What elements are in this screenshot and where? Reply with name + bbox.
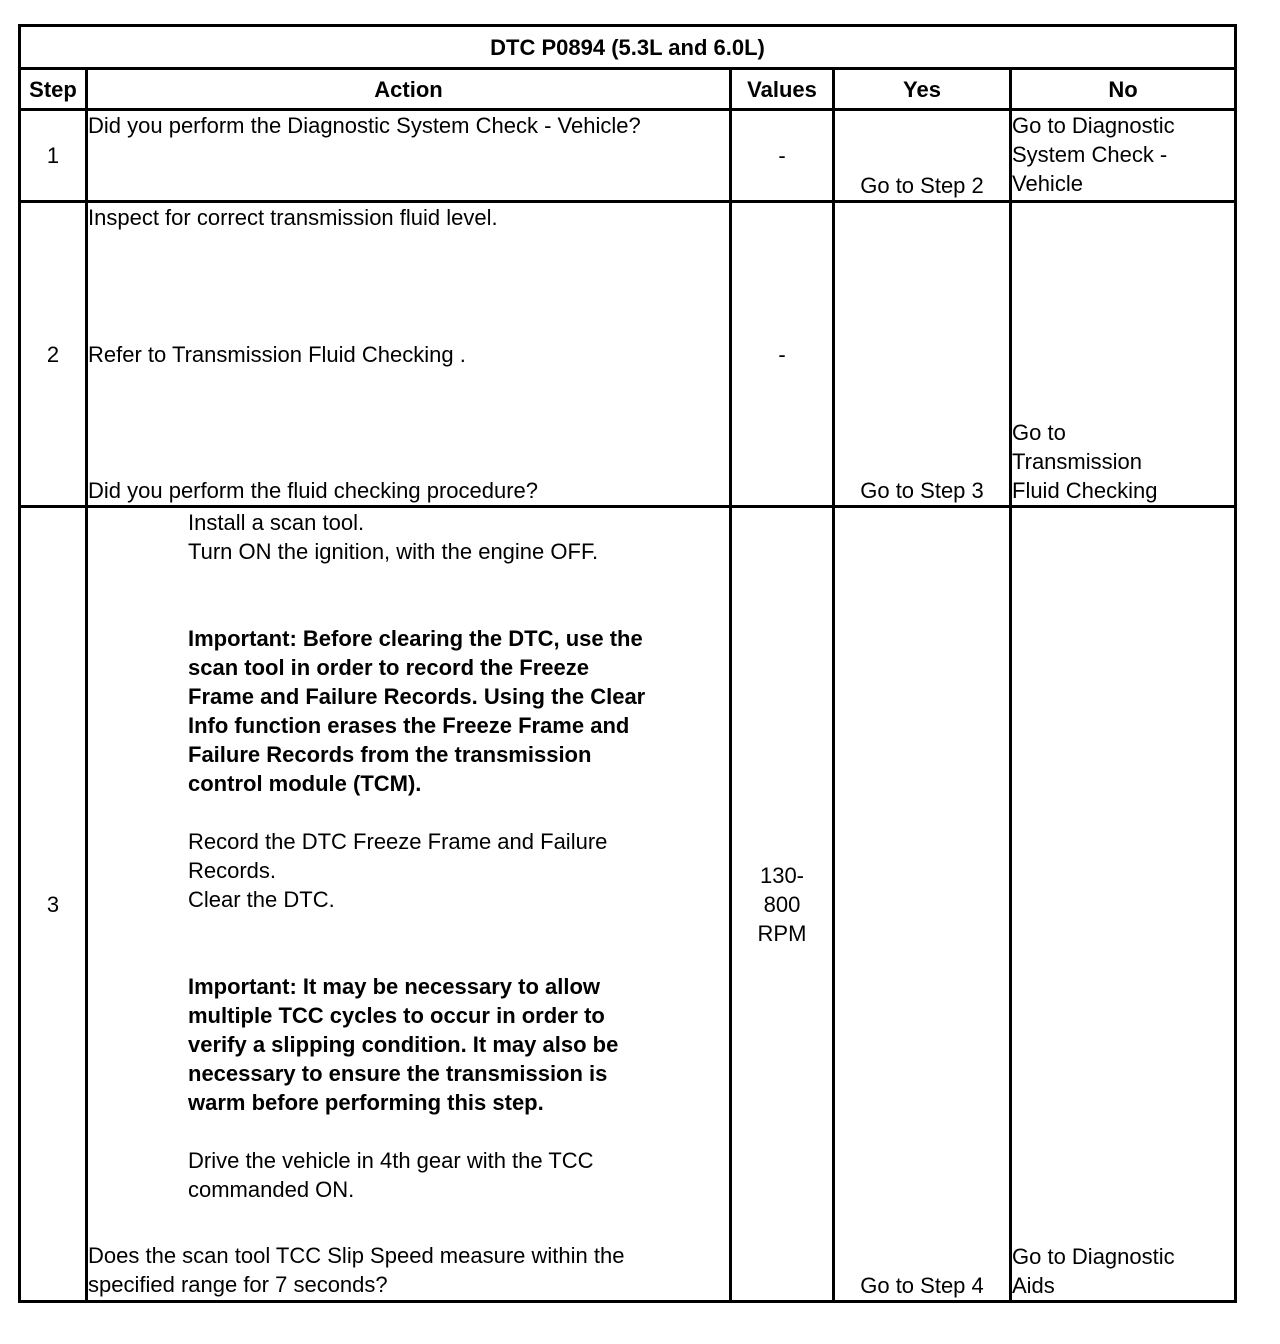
header-no: No: [1011, 69, 1236, 110]
value-text: 800: [763, 891, 801, 917]
value-text: 130-: [759, 862, 805, 888]
no-text: Fluid Checking: [1012, 478, 1158, 503]
header-row: [20, 69, 1236, 110]
values-cell: [731, 507, 834, 1302]
values-cell: -: [731, 202, 834, 507]
no-text: Go to: [1012, 420, 1066, 445]
action-text: Refer to Transmission Fluid Checking .: [88, 341, 466, 367]
action-text: Inspect for correct transmission fluid level.: [88, 205, 498, 230]
table-title: DTC P0894 (5.3L and 6.0L): [20, 26, 1236, 69]
header-action: Action: [87, 69, 731, 110]
no-cell: [1011, 110, 1236, 202]
no-text: System Check -: [1012, 142, 1168, 167]
important-note: necessary to ensure the transmission is: [188, 1061, 608, 1086]
step-number: 3: [20, 507, 87, 1302]
action-text: Did you perform the Diagnostic System Check - Vehicle?: [88, 113, 641, 138]
action-step: Records.: [188, 858, 277, 883]
step-number: 1: [20, 110, 87, 202]
action-cell: [87, 507, 731, 1302]
action-step: Clear the DTC.: [188, 887, 335, 912]
action-step: Drive the vehicle in 4th gear with the TCC: [188, 1148, 594, 1173]
yes-cell: Go to Step 3: [834, 202, 1011, 507]
header-values: Values: [731, 69, 834, 110]
dtc-table: [18, 24, 1237, 1303]
step-number: 2: [20, 202, 87, 507]
important-note: Important: Before clearing the DTC, use the: [188, 626, 643, 651]
yes-cell: Go to Step 4: [834, 507, 1011, 1302]
no-cell: [1011, 202, 1236, 507]
value-text: RPM: [757, 920, 807, 946]
header-step: Step: [20, 69, 87, 110]
no-text: Vehicle: [1012, 171, 1083, 196]
values-cell: -: [731, 110, 834, 202]
action-question: Does the scan tool TCC Slip Speed measure within the: [88, 1243, 625, 1268]
no-text: Go to Diagnostic: [1012, 113, 1175, 138]
action-question: specified range for 7 seconds?: [88, 1272, 388, 1297]
important-note: Frame and Failure Records. Using the Clear: [188, 684, 646, 709]
important-note: warm before performing this step.: [188, 1090, 544, 1115]
header-yes: Yes: [834, 69, 1011, 110]
table-row: [20, 110, 1236, 202]
important-note: scan tool in order to record the Freeze: [188, 655, 589, 680]
important-note: multiple TCC cycles to occur in order to: [188, 1003, 605, 1028]
no-text: Go to Diagnostic: [1012, 1244, 1175, 1269]
important-note: verify a slipping condition. It may also be: [188, 1032, 619, 1057]
action-cell: [87, 202, 731, 507]
action-step: Record the DTC Freeze Frame and Failure: [188, 829, 608, 854]
important-note: Important: It may be necessary to allow: [188, 974, 601, 999]
no-text: Transmission: [1012, 449, 1142, 474]
no-cell: [1011, 507, 1236, 1302]
action-step: Install a scan tool.: [188, 510, 365, 535]
no-text: Aids: [1012, 1273, 1055, 1298]
action-text: Did you perform the fluid checking procedure?: [88, 478, 539, 503]
table-row: [20, 202, 1236, 507]
important-note: Info function erases the Freeze Frame and: [188, 713, 630, 738]
action-step: Turn ON the ignition, with the engine OFF.: [188, 539, 599, 564]
important-note: control module (TCM).: [188, 771, 422, 796]
action-step: commanded ON.: [188, 1177, 355, 1202]
table-row: [20, 507, 1236, 1302]
action-cell: [87, 110, 731, 202]
yes-cell: Go to Step 2: [834, 110, 1011, 202]
important-note: Failure Records from the transmission: [188, 742, 592, 767]
